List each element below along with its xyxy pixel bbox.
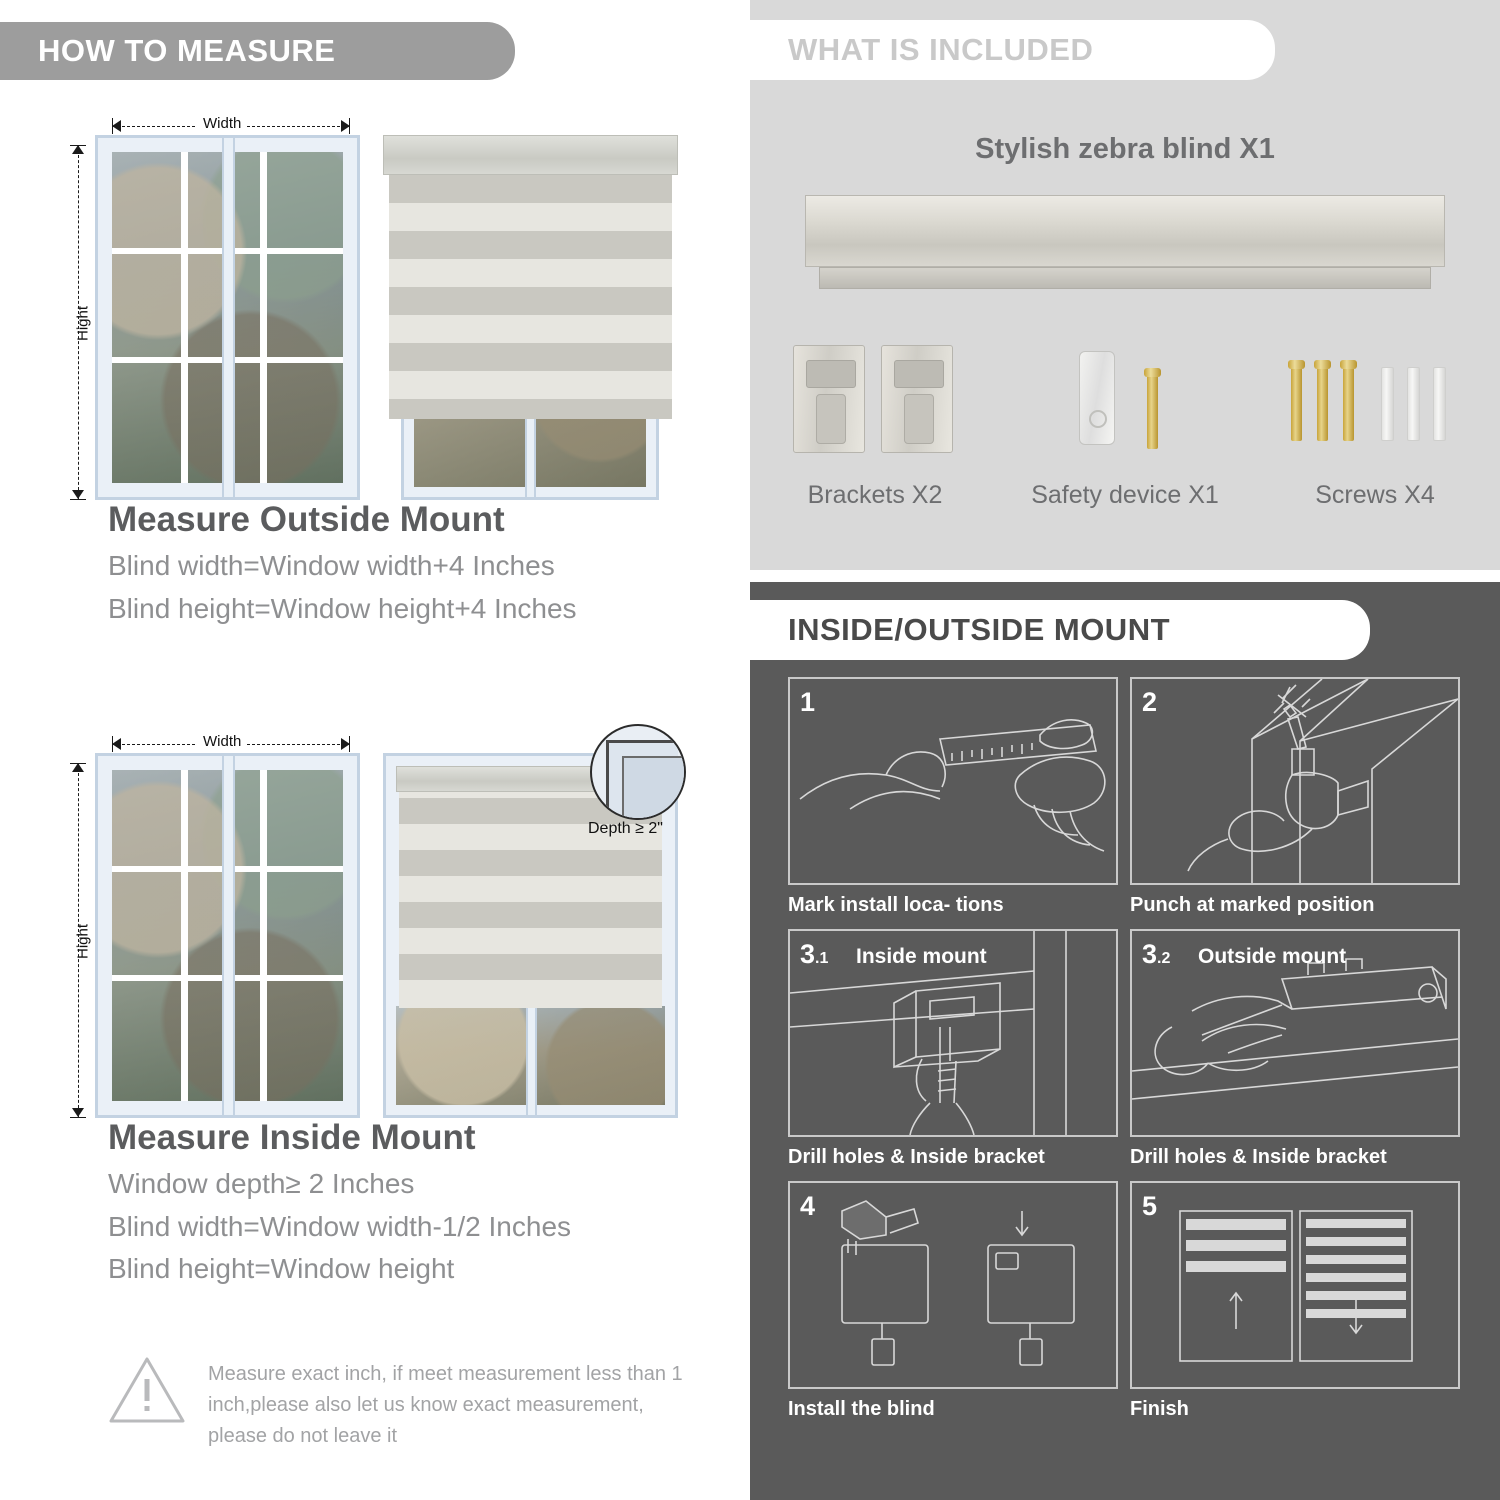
screws-label: Screws X4 (1315, 481, 1435, 509)
step-4-caption: Install the blind (788, 1398, 935, 1420)
window-illustration (95, 753, 360, 1118)
depth-callout-circle (590, 724, 686, 820)
zebra-blind-product-image (805, 195, 1445, 305)
safety-device-label: Safety device X1 (1031, 481, 1219, 509)
width-dimension-label: Width (197, 115, 247, 132)
step-2-number: 2 (1142, 687, 1158, 717)
step-1-image (788, 677, 1118, 885)
safety-device-image (1000, 345, 1250, 465)
window-illustration (95, 135, 360, 500)
window-center-post (222, 138, 235, 497)
step-3-1-image (788, 929, 1118, 1137)
step-5 (1130, 1181, 1460, 1421)
product-title: Stylish zebra blind X1 (975, 133, 1275, 165)
step-3-1-number (800, 939, 828, 970)
height-dimension-label: Hight (74, 923, 92, 960)
step-2 (1130, 677, 1460, 917)
step-3-2-title: Outside mount (1198, 945, 1347, 968)
step-4-number: 4 (800, 1191, 816, 1221)
width-dimension-label: Width (197, 733, 247, 750)
brackets-image (750, 345, 1000, 465)
step-2-sketch (1132, 679, 1458, 883)
step-3-2-image (1130, 929, 1460, 1137)
step-2-image (1130, 677, 1460, 885)
inside-mount-line-2: Blind width=Window width-1/2 Inches (108, 1210, 572, 1242)
zebra-fabric (389, 175, 672, 419)
step-3-1-num-main: 3 (800, 939, 816, 969)
step-5-caption: Finish (1130, 1398, 1189, 1420)
part-screws (1250, 345, 1500, 510)
what-is-included-header: WHAT IS INCLUDED (750, 20, 1275, 80)
installation-steps (788, 677, 1460, 1421)
inside-mount-title: Measure Inside Mount (108, 1118, 476, 1157)
step-3-2-num-sub: .2 (1157, 950, 1171, 967)
part-safety-device (1000, 345, 1250, 510)
dim-arrow (72, 490, 84, 499)
step-3-1 (788, 929, 1118, 1169)
window-frame (95, 753, 360, 1118)
outside-mount-diagram (0, 100, 742, 500)
outside-mount-title: Measure Outside Mount (108, 500, 505, 539)
dim-arrow (341, 120, 350, 132)
step-5-number: 5 (1142, 1191, 1158, 1221)
measure-note-text: Measure exact inch, if meet measurement less than 1 inch,please also let us know exact measurement, please do not leave it (208, 1363, 683, 1447)
step-5-sketch (1132, 1183, 1458, 1387)
dim-arrow (112, 120, 121, 132)
inside-outside-mount-panel (750, 582, 1500, 1500)
inside-mount-diagram (0, 718, 742, 1118)
step-1-sketch (790, 679, 1116, 883)
what-is-included-panel (750, 0, 1500, 570)
step-3-2-number (1142, 939, 1170, 970)
outside-mount-blind-illustration (383, 135, 678, 500)
how-to-measure-panel (0, 0, 742, 1500)
part-brackets (750, 345, 1000, 510)
step-1-caption: Mark install loca- tions (788, 894, 1004, 916)
step-3-2 (1130, 929, 1460, 1169)
brackets-label: Brackets X2 (807, 481, 943, 509)
screws-image (1250, 345, 1500, 465)
depth-label: Depth ≥ 2" (588, 820, 663, 837)
outside-mount-line-1: Blind width=Window width+4 Inches (108, 550, 555, 581)
outside-mount-line-2: Blind height=Window height+4 Inches (108, 592, 577, 624)
step-3-1-caption: Drill holes & Inside bracket (788, 1146, 1045, 1168)
inside-mount-line-3: Blind height=Window height (108, 1253, 455, 1285)
step-3-2-caption: Drill holes & Inside bracket (1130, 1146, 1387, 1168)
warning-icon (108, 1355, 186, 1425)
step-2-caption: Punch at marked position (1130, 894, 1375, 916)
inside-mount-line-1: Window depth≥ 2 Inches (108, 1168, 415, 1199)
step-4 (788, 1181, 1118, 1421)
window-frame (95, 135, 360, 500)
step-4-sketch (790, 1183, 1116, 1387)
parts-list (750, 345, 1500, 510)
inside-mount-block (0, 718, 742, 1292)
height-dimension-label: Hight (74, 305, 92, 342)
blind-headrail (383, 135, 678, 175)
step-1-number: 1 (800, 687, 816, 717)
how-to-measure-header: HOW TO MEASURE (0, 22, 515, 80)
step-1 (788, 677, 1118, 917)
step-3-1-num-sub: .1 (815, 950, 829, 967)
step-5-image (1130, 1181, 1460, 1389)
outside-mount-block (0, 100, 742, 631)
dim-tick (70, 499, 86, 500)
step-4-image (788, 1181, 1118, 1389)
inside-outside-mount-header: INSIDE/OUTSIDE MOUNT (750, 600, 1370, 660)
measure-note (108, 1355, 708, 1452)
right-column (742, 0, 1500, 1500)
step-3-1-title: Inside mount (856, 945, 987, 968)
step-3-2-num-main: 3 (1142, 939, 1158, 969)
dim-arrow (72, 145, 84, 154)
